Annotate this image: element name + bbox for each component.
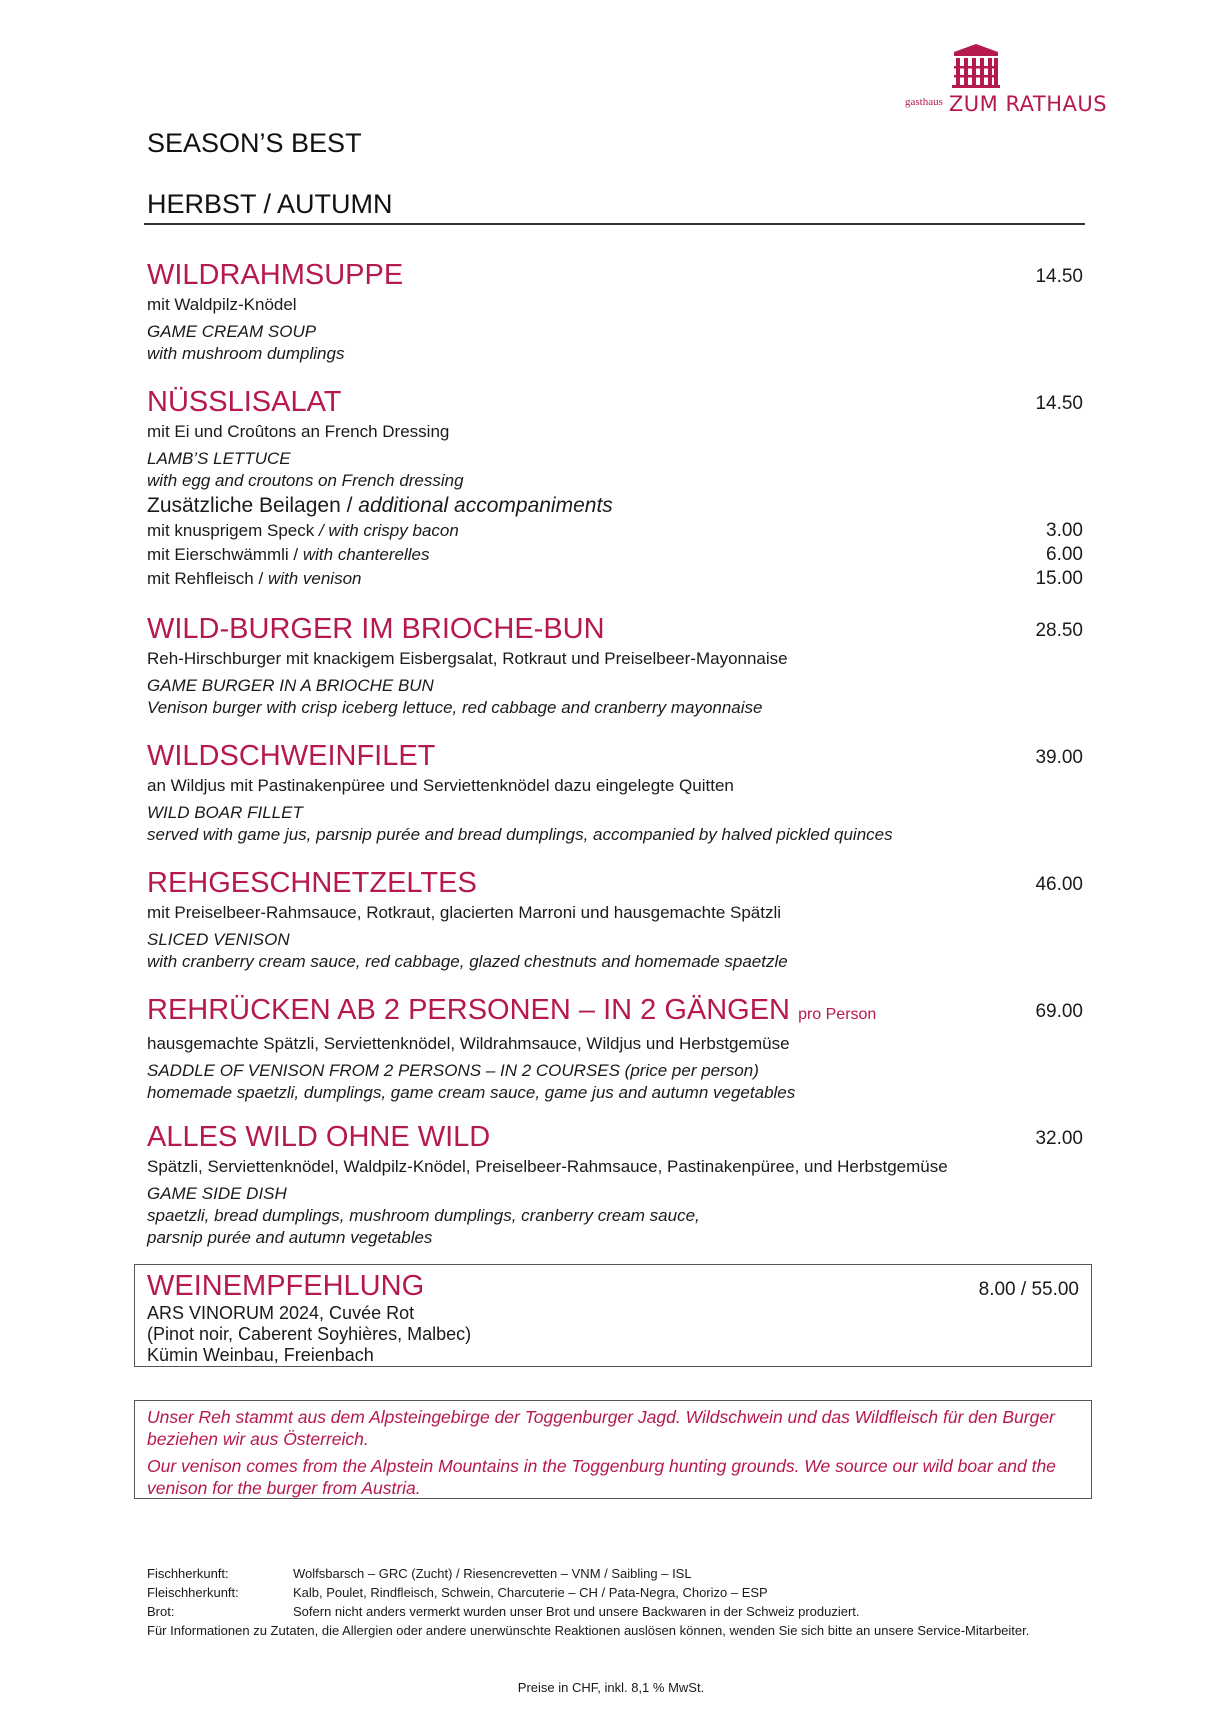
item-description-en: homemade spaetzli, dumplings, game cream sauce, game jus and autumn vegetables <box>147 1083 796 1102</box>
logo-text <box>905 92 1107 116</box>
addon-row-chanterelles <box>147 543 1083 567</box>
addon-de: mit Rehfleisch / <box>147 569 264 588</box>
item-title <box>147 993 1083 1032</box>
item-title-note: pro Person <box>798 1006 877 1023</box>
addon-price: 6.00 <box>1046 544 1083 565</box>
wine-name: ARS VINORUM 2024, Cuvée Rot <box>147 1303 415 1323</box>
item-title-en: GAME CREAM SOUP <box>147 322 317 341</box>
item-title: REHGESCHNETZELTES <box>147 867 477 899</box>
menu-item-nuesslisalat <box>147 385 1083 591</box>
addon-en: with venison <box>267 569 362 588</box>
addon-price: 15.00 <box>1035 568 1083 589</box>
origin-note-de: Unser Reh stammt aus dem Alpsteingebirge der Toggenburger Jagd. Wildschwein und das Wildfleisch für den Burger beziehen wir aus Österreich. <box>147 1407 1055 1449</box>
item-description-de: mit Preiselbeer-Rahmsauce, Rotkraut, glacierten Marroni und hausgemachte Spätzli <box>147 903 782 922</box>
item-title-en: GAME BURGER IN A BRIOCHE BUN <box>147 676 434 695</box>
price-note: Preise in CHF, inkl. 8,1 % MwSt. <box>517 1680 705 1695</box>
wine-producer: Kümin Weinbau, Freienbach <box>147 1345 374 1365</box>
item-description-en: with cranberry cream sauce, red cabbage, glazed chestnuts and homemade spaetzle <box>147 952 788 971</box>
header-divider <box>144 223 1085 225</box>
extras-heading <box>147 493 1083 519</box>
item-price: 32.00 <box>1035 1128 1083 1149</box>
menu-item-wildrahmsuppe <box>147 258 1083 365</box>
season-subtitle: HERBST / AUTUMN <box>147 189 393 219</box>
footer-label: Fischherkunft: <box>147 1566 229 1581</box>
footer-label: Fleischherkunft: <box>147 1585 239 1600</box>
footer-label: Brot: <box>147 1604 175 1619</box>
footer-info <box>147 1564 1077 1640</box>
item-description-de: mit Waldpilz-Knödel <box>147 295 297 314</box>
footer-row-fish <box>147 1564 1077 1583</box>
item-title-text: REHRÜCKEN AB 2 PERSONEN – IN 2 GÄNGEN <box>147 994 790 1026</box>
item-title-en: SLICED VENISON <box>147 930 290 949</box>
addon-en: / with crispy bacon <box>318 521 459 540</box>
wine-title: WEINEMPFEHLUNG <box>147 1270 425 1302</box>
wine-grapes: (Pinot noir, Caberent Soyhières, Malbec) <box>147 1324 472 1344</box>
item-price: 39.00 <box>1035 747 1083 768</box>
footer-value: Sofern nicht anders vermerkt wurden unser Brot und unsere Backwaren in der Schweiz produziert. <box>293 1604 860 1619</box>
item-description-de: Spätzli, Serviettenknödel, Waldpilz-Knödel, Preiselbeer-Rahmsauce, Pastinakenpüree, und Herbstgemüse <box>147 1157 948 1176</box>
wine-price: 8.00 / 55.00 <box>978 1279 1079 1300</box>
item-description-en: spaetzli, bread dumplings, mushroom dumplings, cranberry cream sauce, <box>147 1206 700 1225</box>
footer-row-meat <box>147 1583 1077 1602</box>
footer-allergy-info: Für Informationen zu Zutaten, die Allergien oder andere unerwünschte Reaktionen auslösen können, wenden Sie sich bitte an unsere Service-Mitarbeiter. <box>147 1623 1030 1638</box>
origin-note-en: Our venison comes from the Alpstein Mountains in the Toggenburg hunting grounds. We source our wild boar and the venison for the burger from Austria. <box>147 1456 1056 1498</box>
item-description-de: Reh-Hirschburger mit knackigem Eisbergsalat, Rotkraut und Preiselbeer-Mayonnaise <box>147 649 788 668</box>
addon-de: mit Eierschwämmli / <box>147 545 299 564</box>
item-price: 69.00 <box>1035 1001 1083 1022</box>
addon-row-bacon <box>147 519 1083 543</box>
logo <box>905 42 1108 122</box>
building-logo-icon <box>950 42 1002 88</box>
item-price: 28.50 <box>1035 620 1083 641</box>
logo-big-text: ZUM RATHAUS <box>948 92 1108 116</box>
item-title-en: GAME SIDE DISH <box>147 1184 287 1203</box>
item-title: ALLES WILD OHNE WILD <box>147 1121 491 1153</box>
footer-value: Wolfsbarsch – GRC (Zucht) / Riesencrevetten – VNM / Saibling – ISL <box>293 1566 692 1581</box>
item-description-de: hausgemachte Spätzli, Serviettenknödel, Wildrahmsauce, Wildjus und Herbstgemüse <box>147 1034 790 1053</box>
menu-item-rehgeschnetzeltes <box>147 866 1083 973</box>
extras-heading-de: Zusätzliche Beilagen / <box>147 494 353 517</box>
item-title-en: SADDLE OF VENISON FROM 2 PERSONS – IN 2 COURSES (price per person) <box>147 1061 759 1080</box>
footer-value: Kalb, Poulet, Rindfleisch, Schwein, Charcuterie – CH / Pata-Negra, Chorizo – ESP <box>293 1585 768 1600</box>
item-price: 14.50 <box>1035 266 1083 287</box>
item-description-en: served with game jus, parsnip purée and bread dumplings, accompanied by halved pickled quinces <box>147 825 893 844</box>
item-title: NÜSSLISALAT <box>147 386 342 418</box>
origin-note-box <box>134 1400 1092 1499</box>
item-description-en: Venison burger with crisp iceberg lettuce, red cabbage and cranberry mayonnaise <box>147 698 763 717</box>
item-title: WILDRAHMSUPPE <box>147 259 404 291</box>
item-price: 46.00 <box>1035 874 1083 895</box>
item-description-en: with mushroom dumplings <box>147 344 345 363</box>
menu-item-alles-wild-ohne-wild <box>147 1120 1083 1249</box>
item-description-de: mit Ei und Croûtons an French Dressing <box>147 422 450 441</box>
item-description-en-2: parsnip purée and autumn vegetables <box>147 1228 433 1247</box>
menu-item-rehruecken <box>147 993 1083 1104</box>
item-title-en: WILD BOAR FILLET <box>147 803 303 822</box>
item-price: 14.50 <box>1035 393 1083 414</box>
logo-small-text: gasthaus <box>905 96 943 108</box>
addon-price: 3.00 <box>1046 520 1083 541</box>
extras-heading-en: additional accompaniments <box>358 494 613 517</box>
item-title-en: LAMB’S LETTUCE <box>147 449 291 468</box>
wine-recommendation-box <box>134 1264 1092 1367</box>
item-description-de: an Wildjus mit Pastinakenpüree und Serviettenknödel dazu eingelegte Quitten <box>147 776 734 795</box>
addon-en: with chanterelles <box>302 545 430 564</box>
addon-row-venison <box>147 567 1083 591</box>
page-title: SEASON’S BEST <box>147 128 362 158</box>
menu-item-wild-burger <box>147 612 1083 719</box>
item-title: WILD-BURGER IM BRIOCHE-BUN <box>147 613 605 645</box>
item-title: WILDSCHWEINFILET <box>147 740 436 772</box>
item-description-en: with egg and croutons on French dressing <box>147 471 464 490</box>
footer-row-bread <box>147 1602 1077 1621</box>
menu-item-wildschweinfilet <box>147 739 1083 846</box>
addon-de: mit knusprigem Speck <box>147 521 315 540</box>
